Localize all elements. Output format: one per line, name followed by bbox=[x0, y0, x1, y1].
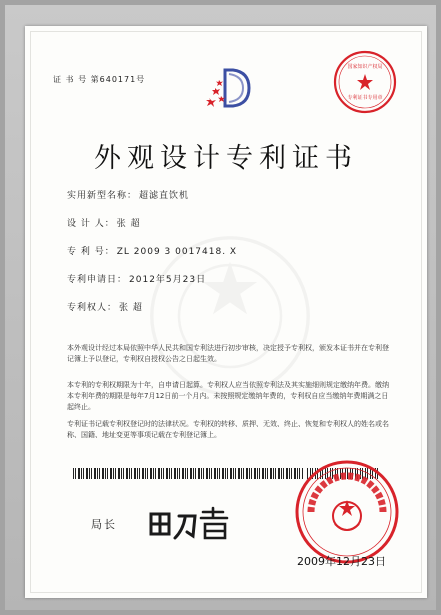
paragraph-grant: 本外观设计经过本局依照中华人民共和国专利法进行初步审核，决定授予专利权，颁发本证书并在专利登记簿上予以登记，专利权自授权公告之日起生效。 bbox=[67, 344, 389, 363]
paragraph-term: 本专利的专利权期限为十年，自申请日起算。专利权人应当依照专利法及其实施细则规定缴纳年费。缴纳本专利年费的期限是每年7月12日前一个月内。未按照规定缴纳年费的，专利权自应当缴纳年费期满之日起终止。 bbox=[67, 381, 389, 411]
filing-date-row: 专利申请日： 2012年5月23日 bbox=[67, 275, 207, 285]
issue-date: 2009年12月23日 bbox=[297, 555, 386, 568]
svg-text:专利证书专用章: 专利证书专用章 bbox=[347, 95, 383, 101]
patent-number-row: 专 利 号： ZL 2009 3 0017418. X bbox=[67, 247, 238, 257]
svg-text:国家知识产权局: 国家知识产权局 bbox=[347, 64, 383, 70]
sipo-logo-icon bbox=[203, 66, 253, 112]
designer-row: 设 计 人： 张 超 bbox=[67, 219, 141, 229]
barcode bbox=[73, 468, 303, 479]
design-name-row: 实用新型名称： 超滤直饮机 bbox=[67, 191, 190, 201]
document-frame bbox=[5, 5, 436, 610]
official-seal-large bbox=[293, 458, 401, 566]
director-signature bbox=[145, 504, 235, 544]
certificate-number: 证 书 号 第640171号 bbox=[53, 75, 146, 84]
certificate-page bbox=[25, 26, 427, 598]
official-seal-small bbox=[332, 49, 398, 115]
paragraph-status: 专利证书记载专利权登记时的法律状况。专利权的转移、质押、无效、终止、恢复和专利权人的姓名或名称、国籍、地址变更等事项记载在专利登记簿上。 bbox=[67, 420, 389, 439]
certificate-title: 外观设计专利证书 bbox=[94, 143, 358, 174]
director-label: 局长 bbox=[91, 518, 117, 531]
patentee-row: 专利权人： 张 超 bbox=[67, 303, 143, 313]
